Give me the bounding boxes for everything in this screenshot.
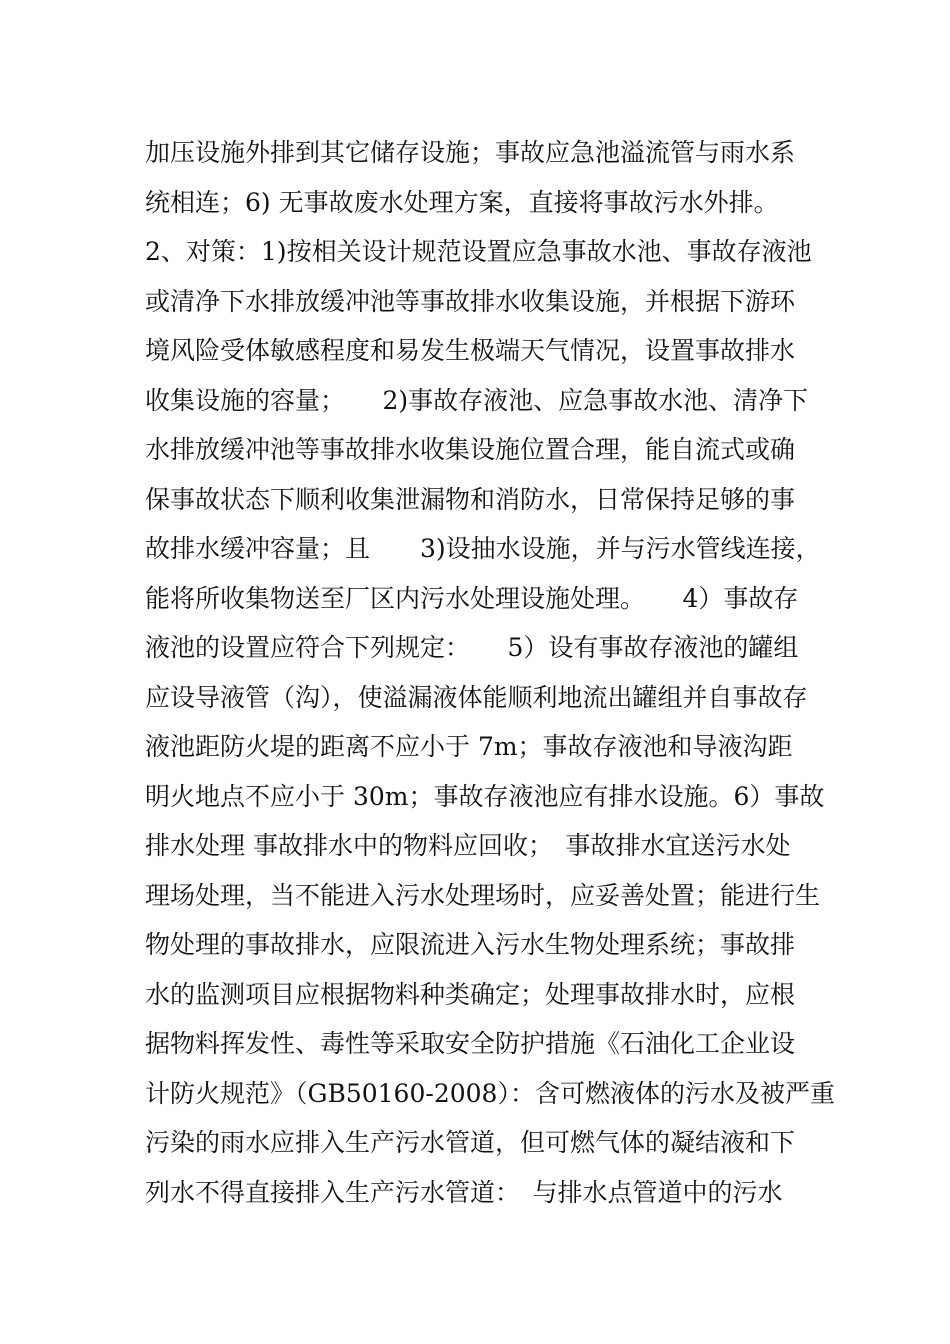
text-line: 列水不得直接排入生产污水管道： 与排水点管道中的污水	[145, 1177, 783, 1207]
text-line: 排水处理 事故排水中的物料应回收； 事故排水宜送污水处	[145, 831, 791, 860]
text-line: 据物料挥发性、毒性等采取安全防护措施《石油化工企业设	[145, 1029, 796, 1058]
text-line: 污染的雨水应排入生产污水管道，但可燃气体的凝结液和下	[145, 1128, 796, 1157]
text-line: 液池距防火堤的距离不应小于 7m；事故存液池和导液沟距	[145, 732, 793, 761]
text-line: 加压设施外排到其它储存设施；事故应急池溢流管与雨水系	[145, 138, 796, 167]
text-line: 统相连；6) 无事故废水处理方案，直接将事故污水外排。	[145, 187, 779, 217]
text-line: 2、对策：1)按相关设计规范设置应急事故水池、事故存液池	[145, 237, 812, 266]
text-line: 故排水缓冲容量；且 3)设抽水设施，并与污水管线连接，	[145, 534, 821, 563]
text-line: 保事故状态下顺利收集泄漏物和消防水，日常保持足够的事	[145, 484, 796, 514]
text-line: 理场处理，当不能进入污水处理场时，应妥善处置；能进行生	[145, 880, 821, 910]
text-line: 或清净下水排放缓冲池等事故排水收集设施，并根据下游环	[145, 286, 796, 316]
text-line: 水排放缓冲池等事故排水收集设施位置合理，能自流式或确	[145, 435, 796, 464]
text-line: 液池的设置应符合下列规定： 5）设有事故存液池的罐组	[145, 633, 799, 662]
text-line: 计防火规范》（GB50160-2008）：含可燃液体的污水及被严重	[145, 1078, 835, 1108]
text-line: 收集设施的容量； 2)事故存液池、应急事故水池、清净下	[145, 385, 809, 415]
text-line: 应设导液管（沟），使溢漏液体能顺利地流出罐组并自事故存	[145, 682, 808, 712]
text-line: 物处理的事故排水，应限流进入污水生物处理系统；事故排	[145, 930, 796, 959]
body-text	[145, 128, 835, 1217]
text-line: 明火地点不应小于 30m；事故存液池应有排水设施。6）事故	[145, 781, 825, 811]
text-line: 能将所收集物送至厂区内污水处理设施处理。 4）事故存	[145, 583, 799, 613]
text-line: 水的监测项目应根据物料种类确定；处理事故排水时，应根	[145, 979, 796, 1009]
text-line: 境风险受体敏感程度和易发生极端天气情况，设置事故排水	[145, 336, 796, 365]
